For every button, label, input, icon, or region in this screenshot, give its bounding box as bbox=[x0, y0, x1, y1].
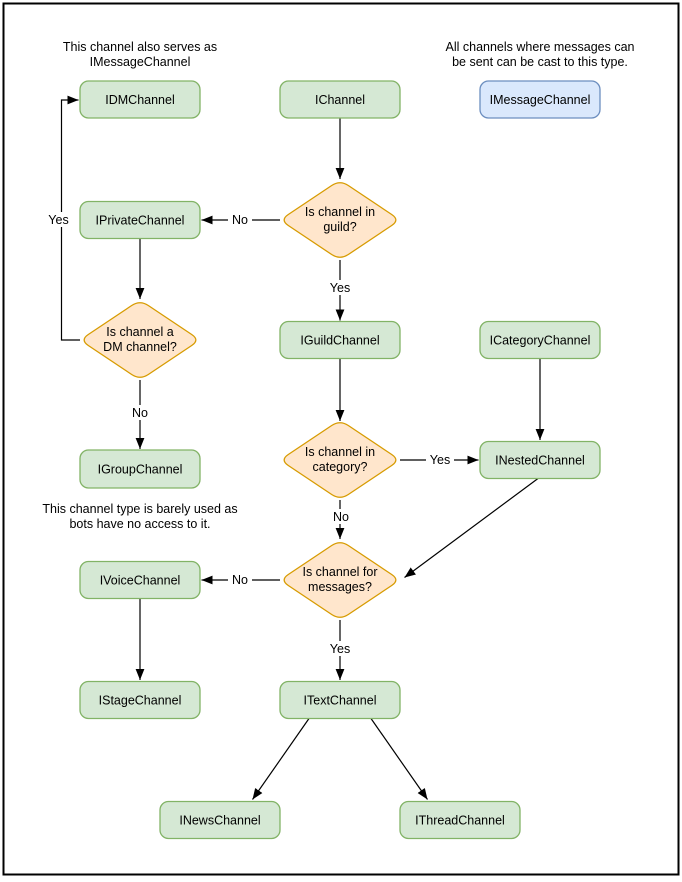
node-label: IStageChannel bbox=[98, 693, 182, 708]
edge-label-yes-category bbox=[426, 452, 454, 467]
node-label: IDMChannel bbox=[105, 93, 175, 107]
node-iguildchannel bbox=[280, 322, 400, 359]
decision-is-channel-in-category bbox=[284, 423, 396, 498]
edge-label: Yes bbox=[429, 453, 451, 467]
edge-label: No bbox=[333, 510, 349, 524]
edge-itextchannel-to-ithreadchannel bbox=[371, 719, 428, 800]
decision-label: DM channel? bbox=[103, 340, 177, 354]
node-inewschannel bbox=[160, 802, 280, 839]
node-istagechannel bbox=[80, 682, 200, 719]
note-text: bots have no access to it. bbox=[69, 517, 211, 531]
node-label: ICategoryChannel bbox=[489, 333, 591, 348]
decision-label: Is channel a bbox=[106, 325, 174, 339]
decision-label: guild? bbox=[323, 220, 357, 234]
note-text: IMessageChannel bbox=[89, 55, 191, 69]
node-ithreadchannel bbox=[400, 802, 520, 839]
node-ichannel bbox=[280, 81, 400, 118]
edge-label-yes-messages bbox=[326, 641, 354, 656]
node-label: IGuildChannel bbox=[300, 333, 380, 348]
edge-label-no-category bbox=[329, 509, 353, 524]
note-text: This channel also serves as bbox=[62, 40, 218, 54]
node-label: IMessageChannel bbox=[489, 93, 591, 107]
node-itextchannel bbox=[280, 682, 400, 719]
edge-label: Yes bbox=[329, 281, 351, 295]
edge-inestedchannel-to-messages-decision bbox=[405, 479, 539, 578]
edge-label-no-dm bbox=[128, 405, 152, 420]
decision-label: Is channel in bbox=[304, 205, 376, 219]
decision-label: Is channel in bbox=[304, 445, 376, 459]
node-label: IChannel bbox=[314, 93, 366, 107]
node-igroupchannel bbox=[80, 450, 200, 488]
note-message-channel bbox=[446, 40, 635, 69]
node-inestedchannel bbox=[480, 442, 600, 479]
node-imessagechannel bbox=[480, 81, 600, 118]
node-label: IVoiceChannel bbox=[99, 573, 181, 588]
node-label: ITextChannel bbox=[303, 693, 377, 708]
node-label: IThreadChannel bbox=[415, 813, 505, 828]
note-dm-channel bbox=[63, 40, 217, 69]
edge-label: Yes bbox=[48, 213, 69, 227]
edge-label: No bbox=[132, 406, 148, 420]
edge-label: No bbox=[232, 573, 248, 587]
node-idmchannel bbox=[80, 81, 200, 118]
decision-is-channel-in-guild bbox=[284, 183, 396, 258]
decision-is-channel-for-messages bbox=[284, 543, 396, 618]
edge-label: Yes bbox=[329, 642, 351, 656]
decision-is-channel-a-dm bbox=[84, 303, 196, 378]
note-group-channel bbox=[42, 502, 237, 531]
note-text: be sent can be cast to this type. bbox=[452, 55, 628, 69]
node-icategorychannel bbox=[480, 322, 600, 359]
decision-label: category? bbox=[312, 460, 368, 474]
note-text: All channels where messages can bbox=[445, 40, 635, 54]
edge-label-no-guild bbox=[228, 212, 252, 227]
edge-label: No bbox=[232, 213, 248, 227]
edge-label-yes-guild bbox=[326, 280, 354, 295]
node-iprivatechannel bbox=[80, 202, 200, 239]
decision-label: messages? bbox=[308, 580, 372, 594]
edge-label-yes-dm-to-idm bbox=[45, 212, 72, 227]
node-label: IPrivateChannel bbox=[95, 213, 185, 228]
edge-label-no-messages bbox=[228, 572, 252, 587]
node-ivoicechannel bbox=[80, 562, 200, 599]
note-text: This channel type is barely used as bbox=[42, 502, 238, 516]
node-label: INestedChannel bbox=[495, 453, 585, 468]
decision-label: Is channel for bbox=[302, 565, 378, 579]
node-label: IGroupChannel bbox=[97, 462, 183, 477]
node-label: INewsChannel bbox=[179, 813, 261, 828]
edge-itextchannel-to-inewschannel bbox=[253, 719, 310, 800]
